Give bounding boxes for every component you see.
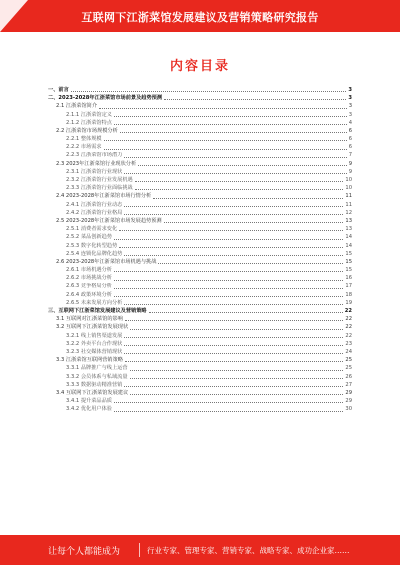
toc-entry[interactable]: [48, 94, 352, 102]
toc-entry[interactable]: [48, 152, 352, 160]
toc-entry-title: 2.4 2023-2028年江浙菜馆市场行情分析: [56, 193, 152, 200]
toc-entry-title: 3.1 互联网对江浙菜馆的影响: [56, 316, 123, 323]
toc-leader-dots: [135, 180, 344, 182]
toc-entry-title: 三、互联网下江浙菜馆发展建议及营销策略: [48, 308, 147, 315]
header-bar: [0, 0, 400, 32]
toc-entry-title: 一、前言: [48, 86, 69, 93]
toc-entry-page: 15: [345, 258, 352, 265]
toc-entry-page: 19: [345, 299, 352, 306]
toc-entry[interactable]: [48, 119, 352, 127]
toc-entry[interactable]: [48, 217, 352, 225]
toc-leader-dots: [124, 344, 343, 346]
toc-leader-dots: [99, 107, 347, 109]
toc-entry[interactable]: [48, 397, 352, 405]
toc-entry-title: 2.3 2023年江浙菜馆行业现状分析: [56, 160, 137, 167]
toc-entry-title: 3.2.1 线上销售渠道发展: [66, 332, 123, 339]
toc-entry-title: 2.1.1 江浙菜馆定义: [66, 111, 112, 118]
toc-entry-page: 22: [345, 316, 352, 323]
toc-entry-title: 3.3 江浙菜馆互联网营销策略: [56, 357, 123, 364]
toc-entry-page: 12: [345, 209, 352, 216]
toc-entry[interactable]: [48, 291, 352, 299]
toc-entry-title: 3.3.3 数据驱动精准营销: [66, 381, 123, 388]
toc-leader-dots: [124, 352, 343, 354]
toc-entry-page: 6: [348, 144, 352, 151]
toc-entry-title: 2.5.3 数字化转型趋势: [66, 242, 118, 249]
toc-leader-dots: [124, 205, 343, 207]
toc-entry[interactable]: [48, 201, 352, 209]
toc-entry[interactable]: [48, 340, 352, 348]
toc-entry-title: 2.3.3 江浙菜馆行业面临挑战: [66, 185, 133, 192]
toc-entry-page: 11: [345, 201, 352, 208]
toc-entry[interactable]: [48, 274, 352, 282]
toc-leader-dots: [164, 98, 346, 100]
toc-leader-dots: [130, 377, 344, 379]
toc-entry[interactable]: [48, 323, 352, 331]
toc-entry-title: 2.1.2 江浙菜馆特点: [66, 119, 112, 126]
toc-leader-dots: [114, 270, 343, 272]
toc-leader-dots: [114, 123, 347, 125]
toc-entry-page: 9: [348, 168, 352, 175]
toc-leader-dots: [119, 246, 343, 248]
toc-entry-title: 2.2.1 整体规模: [66, 136, 102, 143]
toc-entry[interactable]: [48, 250, 352, 258]
toc-entry-title: 3.2 互联网下江浙菜馆发展现状: [56, 324, 129, 331]
toc-entry[interactable]: [48, 209, 352, 217]
toc-entry-title: 2.3.1 江浙菜馆行业现状: [66, 168, 123, 175]
footer-slogan: 让每个人都能成为: [48, 547, 121, 557]
footer-divider: [139, 543, 140, 557]
toc-entry-title: 3.4 互联网下江浙菜馆发展建议: [56, 389, 129, 396]
toc-leader-dots: [114, 287, 343, 289]
toc-entry-title: 3.4.2 优化用户体验: [66, 406, 112, 413]
toc-leader-dots: [130, 369, 344, 371]
toc-heading: 内容目录: [169, 59, 230, 74]
toc-entry-page: 25: [345, 357, 352, 364]
toc-entry-title: 2.6.1 市场机遇分析: [66, 267, 112, 274]
toc-leader-dots: [114, 279, 343, 281]
toc-entry-page: 13: [345, 217, 352, 224]
toc-leader-dots: [114, 295, 343, 297]
toc-entry-page: 4: [348, 119, 352, 126]
toc-leader-dots: [138, 164, 347, 166]
toc-entry[interactable]: [48, 283, 352, 291]
toc-entry-title: 2.1 江浙菜馆简介: [56, 103, 98, 110]
toc-entry-title: 2.2 江浙菜馆市场规模分析: [56, 127, 118, 134]
toc-entry-title: 2.5.2 菜品创新趋势: [66, 234, 112, 241]
toc-entry[interactable]: [48, 373, 352, 381]
toc-entry[interactable]: [48, 168, 352, 176]
toc-entry-title: 2.2.2 市场需求: [66, 144, 102, 151]
toc-entry-page: 3: [348, 103, 352, 110]
toc-entry[interactable]: [48, 242, 352, 250]
toc-entry[interactable]: [48, 389, 352, 397]
toc-entry[interactable]: [48, 233, 352, 241]
toc-leader-dots: [124, 303, 343, 305]
toc-leader-dots: [124, 213, 343, 215]
toc-entry-title: 2.2.3 江浙菜馆市场潜力: [66, 152, 123, 159]
toc-entry-page: 14: [345, 242, 352, 249]
toc-entry-title: 2.4.1 江浙菜馆行业动态: [66, 201, 123, 208]
toc-entry-page: 3: [348, 86, 352, 93]
toc-entry[interactable]: [48, 405, 352, 413]
toc-leader-dots: [124, 254, 343, 256]
toc-entry[interactable]: [48, 160, 352, 168]
toc-entry[interactable]: [48, 348, 352, 356]
toc-entry-title: 3.4.1 提升菜品品质: [66, 398, 112, 405]
toc-entry[interactable]: [48, 356, 352, 364]
toc-entry[interactable]: [48, 184, 352, 192]
toc-entry[interactable]: [48, 315, 352, 323]
toc-entry[interactable]: [48, 225, 352, 233]
toc-entry-page: 11: [345, 193, 352, 200]
toc-entry[interactable]: [48, 258, 352, 266]
toc-entry-page: 6: [348, 136, 352, 143]
toc-entry[interactable]: [48, 364, 352, 372]
toc-leader-dots: [114, 238, 343, 240]
toc-entry[interactable]: [48, 192, 352, 200]
toc-entry-page: 22: [345, 324, 352, 331]
toc-leader-dots: [124, 172, 346, 174]
toc-leader-dots: [135, 188, 344, 190]
toc-leader-dots: [125, 360, 343, 362]
toc-leader-dots: [125, 319, 343, 321]
toc-entry[interactable]: [48, 127, 352, 135]
toc-entry[interactable]: [48, 143, 352, 151]
toc-entry[interactable]: [48, 332, 352, 340]
toc-leader-dots: [124, 336, 343, 338]
toc-entry-page: 6: [348, 127, 352, 134]
toc-leader-dots: [130, 393, 343, 395]
toc-entry-page: 30: [345, 406, 352, 413]
toc-entry-page: 22: [344, 308, 352, 315]
toc-entry-page: 23: [345, 340, 352, 347]
toc-leader-dots: [104, 139, 347, 141]
toc-entry-page: 15: [345, 250, 352, 257]
toc-leader-dots: [124, 385, 343, 387]
toc-entry-title: 3.3.2 会员体系与私域流量: [66, 373, 128, 380]
toc-entry-page: 3: [348, 111, 352, 118]
toc-leader-dots: [114, 115, 347, 117]
toc-entry-page: 25: [345, 365, 352, 372]
table-of-contents: [48, 86, 352, 414]
toc-entry[interactable]: [48, 111, 352, 119]
toc-leader-dots: [114, 401, 343, 403]
toc-entry-title: 2.5 2023-2028年江浙菜馆市场发展趋势预测: [56, 217, 162, 224]
toc-entry[interactable]: [48, 135, 352, 143]
toc-entry-title: 2.3.2 江浙菜馆行业发展机遇: [66, 177, 133, 184]
toc-entry[interactable]: [48, 176, 352, 184]
toc-entry-page: 26: [345, 373, 352, 380]
toc-entry-page: 22: [345, 332, 352, 339]
toc-leader-dots: [71, 90, 347, 92]
toc-leader-dots: [119, 229, 343, 231]
toc-entry-title: 二、2023-2028年江浙菜馆市场前景及趋势预测: [48, 95, 163, 102]
toc-leader-dots: [153, 197, 343, 199]
footer-bar: [0, 535, 400, 565]
toc-leader-dots: [164, 221, 344, 223]
toc-leader-dots: [130, 328, 343, 330]
toc-entry-page: 7: [348, 152, 352, 159]
toc-entry[interactable]: [48, 102, 352, 110]
toc-entry[interactable]: [48, 307, 352, 315]
toc-entry-page: 29: [345, 389, 352, 396]
toc-entry-title: 2.6.2 市场挑战分析: [66, 275, 112, 282]
toc-entry-page: 27: [345, 381, 352, 388]
toc-entry-page: 3: [348, 95, 352, 102]
toc-entry-page: 29: [345, 398, 352, 405]
toc-entry[interactable]: [48, 381, 352, 389]
toc-entry-page: 15: [345, 267, 352, 274]
toc-entry-title: 3.3.1 品牌推广与线上运营: [66, 365, 128, 372]
toc-entry-title: 2.4.2 江浙菜馆行业格局: [66, 209, 123, 216]
toc-entry-title: 2.6.4 政策环境分析: [66, 291, 112, 298]
toc-leader-dots: [158, 262, 343, 264]
toc-entry-page: 17: [345, 283, 352, 290]
footer-tagline: 行业专家、管理专家、营销专家、战略专家、成功企业家……: [147, 546, 350, 555]
toc-entry-title: 2.6.5 未来发展方向分析: [66, 299, 123, 306]
toc-entry-page: 18: [345, 291, 352, 298]
toc-entry[interactable]: [48, 86, 352, 94]
toc-entry-page: 16: [345, 275, 352, 282]
toc-entry-title: 2.6.3 竞争格局分析: [66, 283, 112, 290]
toc-entry-page: 10: [345, 185, 352, 192]
toc-entry-title: 3.2.3 社交媒体营销现状: [66, 348, 123, 355]
toc-entry-page: 13: [345, 226, 352, 233]
toc-leader-dots: [120, 131, 347, 133]
toc-leader-dots: [124, 156, 346, 158]
toc-leader-dots: [104, 148, 347, 150]
toc-entry-page: 14: [345, 234, 352, 241]
toc-leader-dots: [149, 311, 343, 313]
toc-entry-page: 9: [348, 160, 352, 167]
toc-leader-dots: [114, 410, 343, 412]
toc-entry-title: 2.5.4 连锁化品牌化趋势: [66, 250, 123, 257]
toc-entry[interactable]: [48, 266, 352, 274]
toc-entry-page: 24: [345, 348, 352, 355]
toc-entry-title: 2.6 2023-2028年江浙菜馆市场机遇与挑战: [56, 258, 157, 265]
report-title: 互联网下江浙菜馆发展建议及营销策略研究报告: [81, 11, 319, 24]
toc-entry-page: 10: [345, 177, 352, 184]
toc-entry-title: 3.2.2 外卖平台合作现状: [66, 340, 123, 347]
toc-entry-title: 2.5.1 消费者需求变化: [66, 226, 118, 233]
toc-entry[interactable]: [48, 299, 352, 307]
